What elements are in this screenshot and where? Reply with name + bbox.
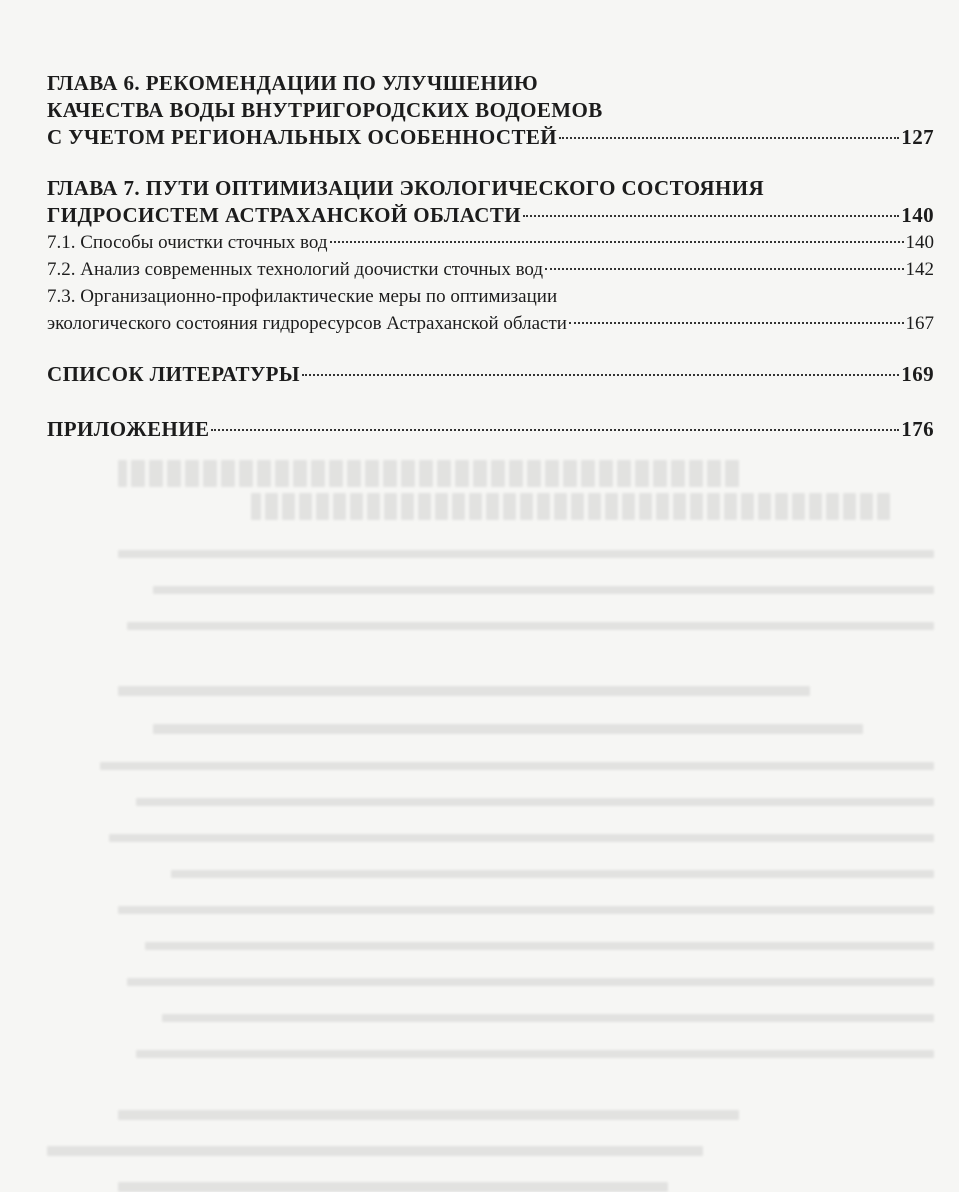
appendix-entry-row[interactable] [47,416,934,443]
chapter-6-title-line-2: КАЧЕСТВА ВОДЫ ВНУТРИГОРОДСКИХ ВОДОЕМОВ [47,98,603,122]
chapter-7-page-number: 140 [901,203,934,227]
chapter-6-page-number: 127 [901,125,934,149]
paper-show-through [47,460,934,1192]
references-page-number: 169 [901,362,934,386]
chapter-6-title-line-1: ГЛАВА 6. РЕКОМЕНДАЦИИ ПО УЛУЧШЕНИЮ [47,71,539,95]
section-7-1-title: 7.1. Способы очистки сточных вод [47,232,328,253]
section-7-1-page-number: 140 [905,232,934,253]
appendix-page-number: 176 [901,417,934,441]
references-entry-row[interactable] [47,361,934,388]
section-7-2-row[interactable] [47,256,934,283]
toc-appendix [47,416,934,443]
chapter-7-entry-row[interactable] [47,202,934,229]
chapter-6-entry-row[interactable] [47,124,934,151]
dot-leader [523,215,899,217]
section-7-3-page-number: 167 [905,313,934,334]
toc-chapter-6 [47,70,934,151]
dot-leader [330,241,904,243]
section-7-3-title-line-1: 7.3. Организационно-профилактические меры по оптимизации [47,286,558,307]
toc-chapter-7 [47,175,934,337]
section-7-1-row[interactable] [47,229,934,256]
table-of-contents [47,70,934,471]
dot-leader [302,374,899,376]
references-title: СПИСОК ЛИТЕРАТУРЫ [47,362,300,386]
dot-leader [545,268,903,270]
dot-leader [559,137,899,139]
appendix-title: ПРИЛОЖЕНИЕ [47,417,210,441]
chapter-7-title-line-2: ГИДРОСИСТЕМ АСТРАХАНСКОЙ ОБЛАСТИ [47,203,522,227]
section-7-2-page-number: 142 [905,259,934,280]
dot-leader [211,429,899,431]
section-7-3-title-line-2: экологического состояния гидроресурсов Астраханской области [47,313,567,334]
section-7-2-title: 7.2. Анализ современных технологий доочистки сточных вод [47,259,544,280]
chapter-6-title-line-3: С УЧЕТОМ РЕГИОНАЛЬНЫХ ОСОБЕННОСТЕЙ [47,125,558,149]
chapter-7-title-line-1: ГЛАВА 7. ПУТИ ОПТИМИЗАЦИИ ЭКОЛОГИЧЕСКОГО СОСТОЯНИЯ [47,176,765,200]
toc-references [47,361,934,388]
section-7-3-row[interactable] [47,310,934,337]
dot-leader [569,322,904,324]
